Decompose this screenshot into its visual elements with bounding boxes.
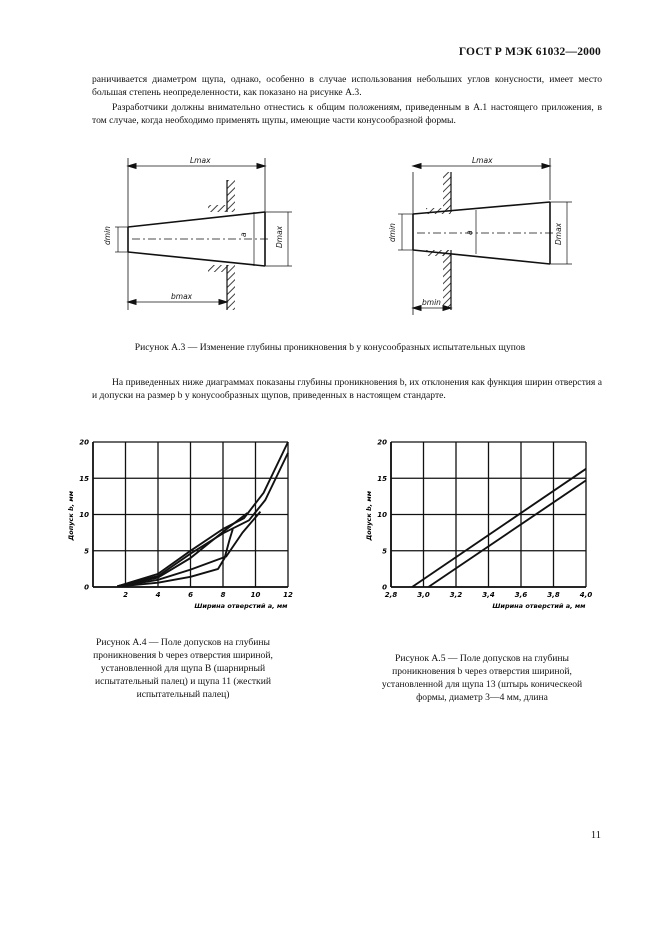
series-line-5 [117,512,260,587]
label-a-left: a [239,232,248,237]
series-line-2 [117,453,288,586]
x-axis-label: Ширина отверстий a, мм [492,602,586,610]
x-tick-label: 3,0 [417,591,430,599]
x-tick-label: 2 [123,591,128,599]
y-tick-label: 20 [377,438,387,447]
y-tick-label: 10 [377,511,387,519]
label-bmin: bmin [422,298,441,307]
y-tick-label: 20 [79,438,89,447]
x-tick-label: 2,8 [384,591,398,599]
series-line-3 [117,513,247,586]
x-tick-label: 8 [220,591,226,599]
x-tick-label: 3,8 [547,591,560,599]
y-axis-label: Допуск b, мм [67,490,75,541]
y-axis-label: Допуск b, мм [365,490,373,541]
x-tick-label: 4,0 [579,591,593,599]
x-axis-label: Ширина отверстий a, мм [194,602,288,610]
figure-a3-caption: Рисунок А.3 — Изменение глубины проникновения b у конусообразных испытательных щупов [134,342,526,353]
figure-a5-chart [358,432,598,622]
label-dmax-right: Dmax [554,222,563,245]
paragraph-3: На приведенных ниже диаграммах показаны глубины проникновения b, их отклонения как функция ширин отверстия a и допуски на размер b у конусообразных щупов, приведенных в настоящем стандарте. [92,377,602,402]
x-tick-label: 6 [188,591,193,599]
x-tick-label: 3,6 [514,591,528,599]
label-lmax-left: Lmax [190,156,211,165]
y-tick-label: 0 [84,583,89,592]
paragraph-2: Разработчики должны внимательно отнестись к общим положениям, приведенным в А.1 настоящего приложения, в том случае, когда необходимо применять щупы, имеющие части конусообразной формы. [92,102,602,127]
series-line-2 [428,480,586,587]
label-dmax-left: Dmax [275,225,284,248]
y-tick-label: 15 [377,474,387,483]
figure-a4-caption: Рисунок А.4 — Поле допусков на глубины проникновения b через отверстия шириной, установленной для щупа B (шарнирный испытательный палец) и щупа 11 (жесткий испытательный палец) [93,637,273,700]
y-tick-label: 0 [382,583,387,592]
paragraph-1: раничивается диаметром щупа, однако, особенно в случае использования небольших углов конусности, имеет место большая степень неопределенности, как показано на рисунке А.3. [92,74,602,99]
x-tick-label: 3,2 [449,591,463,599]
y-tick-label: 5 [84,547,89,556]
x-tick-label: 10 [250,591,261,599]
x-tick-label: 3,4 [482,591,495,599]
figure-a4-chart [60,432,300,622]
label-dmin-right: dmin [388,223,397,242]
figure-a5-caption: Рисунок А.5 — Поле допусков на глубины проникновения b через отверстия шириной, установленной для щупа 13 (штырь коническеой формы, диаметр 3—4 мм, длина [381,653,583,703]
y-tick-label: 5 [382,547,387,556]
figure-a3-diagram [60,150,620,330]
label-a-right: a [465,230,474,235]
label-bmax: bmax [171,292,193,301]
page-number: 11 [590,830,601,841]
y-tick-label: 15 [79,474,89,483]
series-line-1 [412,469,586,587]
standard-header: ГОСТ Р МЭК 61032—2000 [458,46,601,58]
label-lmax-right: Lmax [472,156,493,165]
x-tick-label: 4 [155,591,161,599]
label-dmin-left: dmin [103,226,112,245]
y-tick-label: 10 [79,511,89,519]
x-tick-label: 12 [283,591,293,599]
